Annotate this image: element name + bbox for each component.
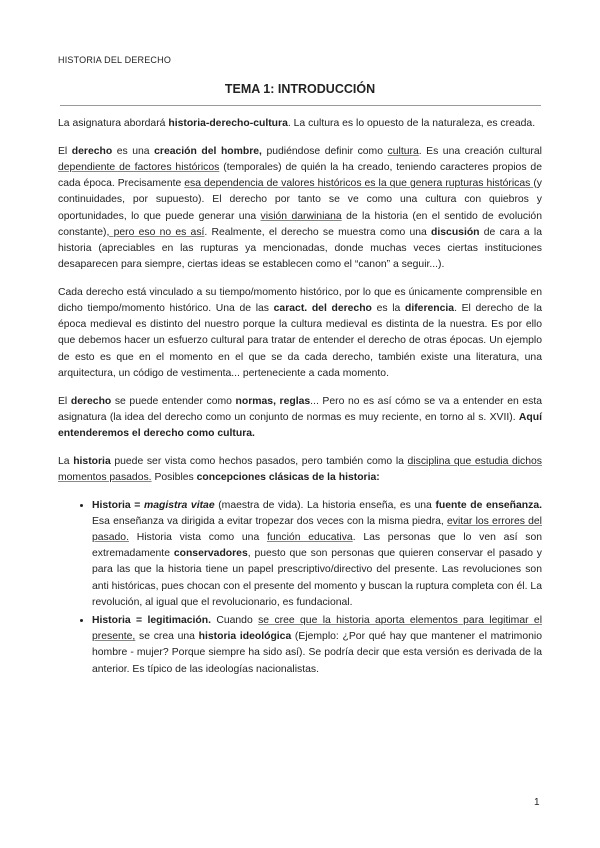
course-header: HISTORIA DEL DERECHO	[58, 55, 172, 65]
paragraph-normas: El derecho se puede entender como normas, reglas... Pero no es así cómo se va a entender en esta asignatura (la idea del derecho como un conjunto de normas es muy reciente, en torno al s. XVII). Aquí entenderemos el derecho como cultura.	[58, 395, 543, 439]
paragraph-intro: La asignatura abordará historia-derecho-cultura. La cultura es lo opuesto de la naturaleza, es creada.	[58, 118, 536, 129]
document-body	[58, 116, 542, 680]
list-item-magistra-vitae: • Historia = magistra vitae (maestra de vida). La historia enseña, es una fuente de enseñanza. Esa enseñanza va dirigida a evitar tropezar dos veces con la misma piedra, evitar los errores del pasado. Historia vista como una función educativa. Las personas que lo ven así son extremadamente conservadores, puesto que son personas que quieren conservar el pasado y para las que la historia tiene un papel prescriptivo/directivo del presente. Las revoluciones son anti históricas, pues chocan con el presente del momento y buscan la ruptura completa con él. La revolución, al igual que el revolucionario, es fundacional.	[92, 498, 542, 611]
page-title: TEMA 1: INTRODUCCIÓN	[224, 82, 376, 96]
page-number: 1	[534, 797, 540, 808]
title-divider	[60, 105, 541, 106]
paragraph-diferencia: Cada derecho está vinculado a su tiempo/momento histórico, por lo que es únicamente comprensible en dicho tiempo/momento histórico. Una de las caract. del derecho es la diferencia. El derecho de la época medieval es distinto del nuestro porque la cultura medieval es distinta de la nuestra. Es por ello que debemos hacer un esfuerzo cultural para tratar de entender el derecho de otras épocas. Un ejemplo de esto es que en el momento en el que se da cada derecho, también existe una literatura, una arquitectura, un código de vestimenta... perteneciente a cada momento.	[58, 286, 543, 379]
concepciones-list	[58, 498, 542, 678]
paragraph-derecho-cultura: El derecho es una creación del hombre, pudiéndose definir como cultura. Es una creación cultural dependiente de factores históricos (temporales) de quién la ha creado, teniendo caracteres propios de cada época. Precisamente esa dependencia de valores históricos es la que genera rupturas históricas (y continuidades, por supuesto). El derecho por tanto se ve como una cultura con quiebros y oportunidades, lo que puede generar una visión darwiniana de la historia (en el sentido de evolución constante), pero eso no es así. Realmente, el derecho se muestra como una discusión de cara a la historia (apreciables en las rupturas ya mencionadas, donde muchas veces ciertas instituciones desaparecen para siempre, ciertas ideas se establecen como el “canon” a seguir...).	[58, 145, 543, 271]
paragraph-historia: La historia puede ser vista como hechos pasados, pero también como la disciplina que estudia dichos momentos pasados. Posibles concepciones clásicas de la historia:	[58, 455, 542, 483]
list-item-legitimacion: • Historia = legitimación. Cuando se cree que la historia aporta elementos para legitimar el presente, se crea una historia ideológica (Ejemplo: ¿Por qué hay que mantener el matrimonio hombre - mujer? Porque siempre ha sido así). Se podría decir que esta versión es derivada de la anterior. Es típico de las ideologías nacionalistas.	[92, 613, 542, 678]
